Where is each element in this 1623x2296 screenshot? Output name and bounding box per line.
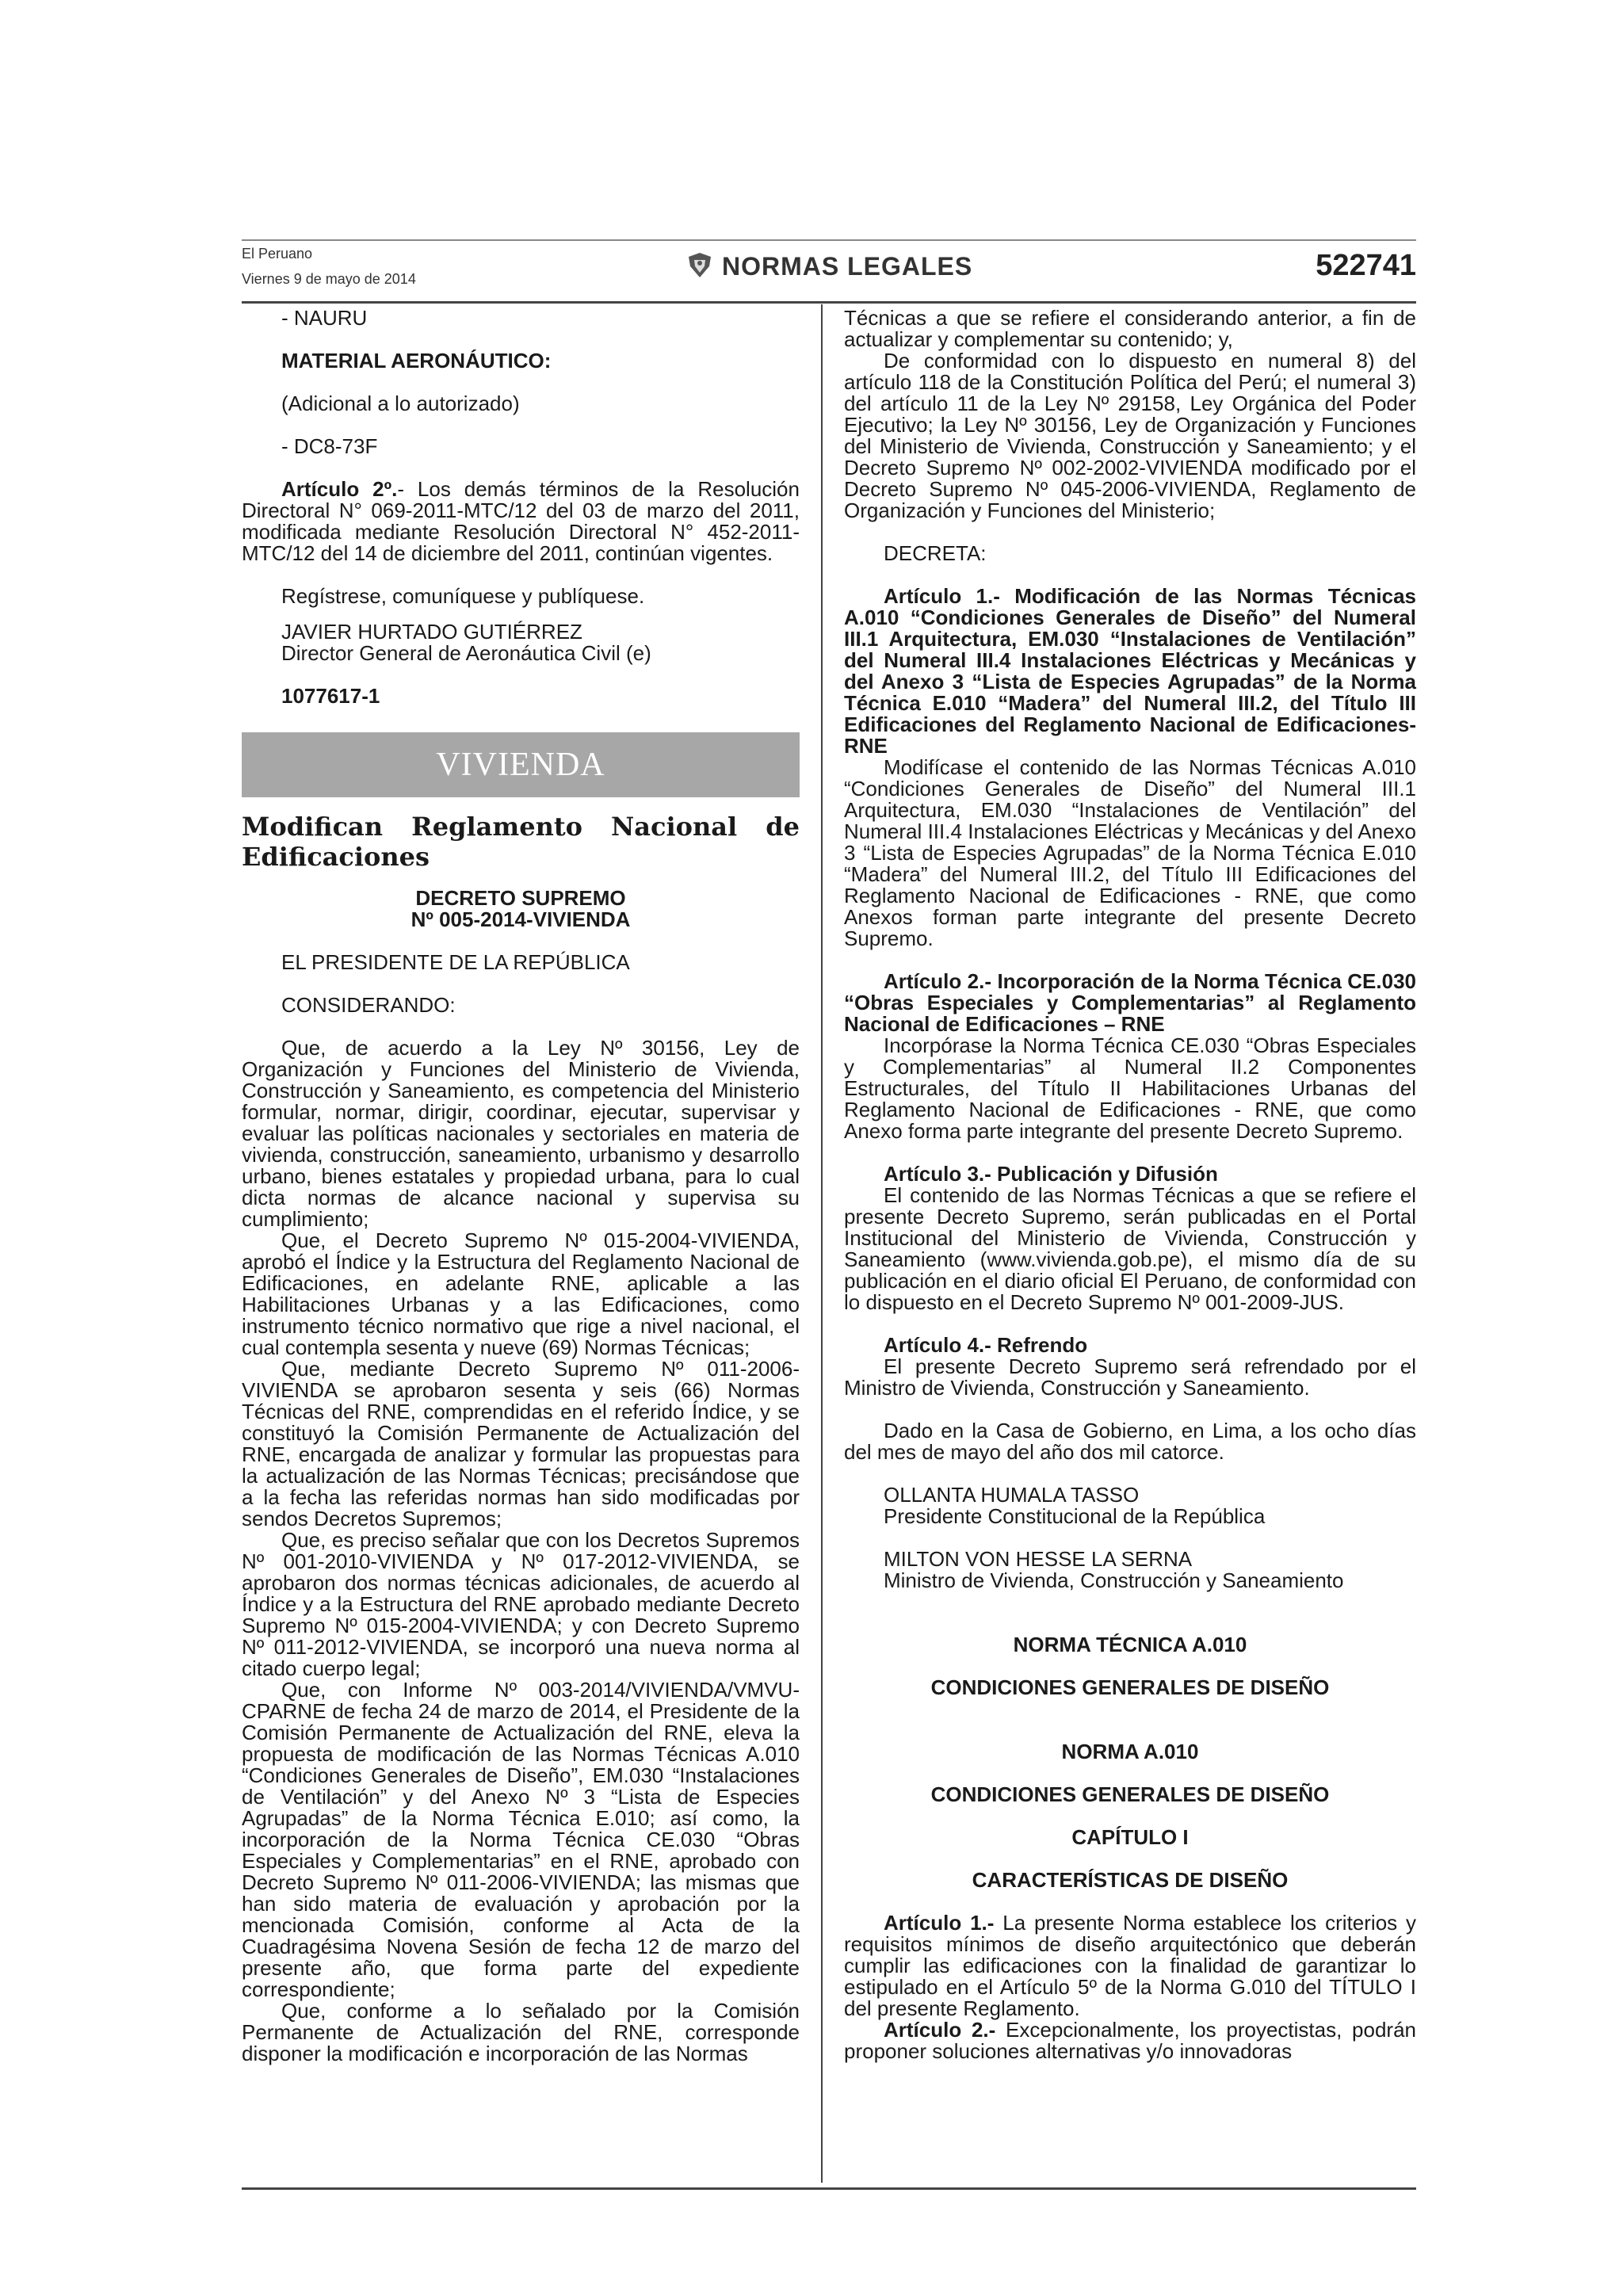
signature-block xyxy=(844,1484,1416,1527)
signer-title: Presidente Constitucional de la República xyxy=(884,1504,1266,1528)
decree-title: DECRETO SUPREMO xyxy=(415,886,626,910)
publication-date: Viernes 9 de mayo de 2014 xyxy=(242,271,416,287)
article-title: Artículo 1.- Modificación de las Normas Técnicas A.010 “Condiciones Generales de Diseño” del Numeral III.1 Arquitectura, EM.030 “Instalaciones de Ventilación” del Numeral III.4 Instalaciones Eléctricas y Mecánicas y del Anexo 3 “Lista de Especies Agrupadas” de la Norma Técnica E.010 “Madera” del Numeral III.2, del Título III Edificaciones del Reglamento Nacional de Edificaciones-RNE xyxy=(844,584,1416,758)
publication-code: 1077617-1 xyxy=(281,684,380,708)
paragraph: Que, el Decreto Supremo Nº 015-2004-VIVIENDA, aprobó el Índice y la Estructura del Reglamento Nacional de Edificaciones, en adelante RNE, aplicable a las Habilitaciones Urbanas y a las Edificaciones, como instrumento técnico normativo que rige a nivel nacional, el cual contempla sesenta y nueve (69) Normas Técnicas; xyxy=(242,1228,800,1359)
signature-block xyxy=(242,621,800,664)
section-brand xyxy=(685,249,972,284)
article-label: Artículo 1.- xyxy=(884,1911,995,1935)
newspaper-name: El Peruano xyxy=(242,246,313,262)
closing-formula: Regístrese, comuníquese y publíquese. xyxy=(281,584,645,608)
signer-name: JAVIER HURTADO GUTIÉRREZ xyxy=(281,620,582,644)
norma-article xyxy=(844,1912,1416,2019)
article-text: La presente Norma establece los criterios y requisitos mínimos de diseño arquitectónico que deberán cumplir las edificaciones con la finalidad de garantizar lo estipulado en el Artículo 5º de la Norma G.010 del TÍTULO I del presente Reglamento. xyxy=(844,1911,1416,2020)
list-item: - DC8-73F xyxy=(281,434,378,458)
article-text: - Los demás términos de la Resolución Directoral N° 069-2011-MTC/12 del 03 de marzo del 2011, modificada mediante Resolución Directoral N° 452-2011-MTC/12 del 14 de diciembre del 2011, continúan vigentes. xyxy=(242,477,800,565)
section-banner xyxy=(242,732,800,797)
article-2 xyxy=(844,971,1416,1142)
signer-title: Ministro de Vivienda, Construcción y Saneamiento xyxy=(884,1568,1344,1592)
article-3 xyxy=(844,1163,1416,1313)
article-4 xyxy=(844,1335,1416,1399)
page-number: 522741 xyxy=(1316,249,1416,282)
norma-subheading: CONDICIONES GENERALES DE DISEÑO xyxy=(930,1675,1330,1699)
paragraph: De conformidad con lo dispuesto en numeral 8) del artículo 118 de la Constitución Política del Perú; el numeral 3) del artículo 11 de la Ley Nº 29158, Ley Orgánica del Poder Ejecutivo; la Ley Nº 30156, Ley de Organización y Funciones del Ministerio de Vivienda, Construcción y Saneamiento; y el Decreto Supremo Nº 002-2002-VIVIENDA modificado por el Decreto Supremo Nº 045-2006-VIVIENDA, Reglamento de Organización y Funciones del Ministerio; xyxy=(844,349,1416,522)
article-text: El contenido de las Normas Técnicas a que se refiere el presente Decreto Supremo, serán publicadas en el Portal Institucional del Ministerio de Vivienda, Construcción y Saneamiento (www.vivienda.gob.pe), el mismo día de su publicación en el diario oficial El Peruano, de conformidad con lo dispuesto en el Decreto Supremo Nº 001-2009-JUS. xyxy=(844,1183,1416,1314)
left-column xyxy=(242,308,800,2065)
signer-name: MILTON VON HESSE LA SERNA xyxy=(884,1547,1193,1571)
considerando-body xyxy=(242,1037,800,2065)
decreta-heading: DECRETA: xyxy=(884,541,987,565)
article-text: Excepcionalmente, los proyectistas, podrán proponer soluciones alternativas y/o innovadoras xyxy=(844,2018,1416,2063)
header-top-rule xyxy=(242,239,1416,241)
paragraph: Que, es preciso señalar que con los Decretos Supremos Nº 001-2010-VIVIENDA y Nº 017-2012-VIVIENDA, se aprobaron dos normas técnicas adicionales, de acuerdo al Índice y a la Estructura del RNE aprobado mediante Decreto Supremo Nº 015-2004-VIVIENDA; y con Decreto Supremo Nº 011-2012-VIVIENDA, se incorporó una nueva norma al citado cuerpo legal; xyxy=(242,1528,800,1680)
article-1 xyxy=(844,586,1416,949)
column-divider xyxy=(821,304,823,2183)
considerando-heading: CONSIDERANDO: xyxy=(281,993,456,1017)
footer-rule xyxy=(242,2187,1416,2190)
article-title: Artículo 3.- Publicación y Difusión xyxy=(884,1162,1218,1186)
chapter-heading: CAPÍTULO I xyxy=(1071,1825,1189,1849)
brand-title: NORMAS LEGALES xyxy=(722,251,973,281)
decree-number: Nº 005-2014-VIVIENDA xyxy=(411,907,631,931)
norma-heading: NORMA TÉCNICA A.010 xyxy=(1013,1633,1247,1656)
right-column xyxy=(844,308,1416,2062)
signer-name: OLLANTA HUMALA TASSO xyxy=(884,1483,1140,1507)
paragraph: Que, mediante Decreto Supremo Nº 011-2006-VIVIENDA se aprobaron sesenta y seis (66) Normas Técnicas del RNE, comprendidas en el referido Índice, y se constituyó la Comisión Permanente de Actualización del RNE, encargada de analizar y formular las propuestas para la actualización de las Normas Técnicas; precisándose que a la fecha las referidas normas han sido modificadas por sendos Decretos Supremos; xyxy=(242,1357,800,1530)
paragraph: Que, conforme a lo señalado por la Comisión Permanente de Actualización del RNE, corresponde disponer la modificación e incorporación de las Normas xyxy=(242,1999,800,2065)
coat-of-arms-icon xyxy=(685,250,714,283)
page-header xyxy=(242,238,1416,304)
norma-subheading: CONDICIONES GENERALES DE DISEÑO xyxy=(930,1782,1330,1806)
article-text: Modifícase el contenido de las Normas Técnicas A.010 “Condiciones Generales de Diseño” del Numeral III.1 Arquitectura, EM.030 “Instalaciones de Ventilación” del Numeral III.4 Instalaciones Eléctricas y Mecánicas y del Anexo 3 “Lista de Especies Agrupadas” de la Norma Técnica E.010 “Madera” del Numeral III.2, del Título III Edificaciones del Reglamento Nacional de Edificaciones - RNE, que como Anexos forman parte integrante del presente Decreto Supremo. xyxy=(844,755,1416,950)
norma-article xyxy=(844,2019,1416,2062)
article-headline: Modifican Reglamento Nacional de Edificaciones xyxy=(242,812,800,872)
article-title: Artículo 4.- Refrendo xyxy=(884,1333,1088,1357)
signature-block xyxy=(844,1549,1416,1591)
norma-heading: NORMA A.010 xyxy=(1061,1740,1199,1763)
article-paragraph xyxy=(242,479,800,564)
paragraph: Que, de acuerdo a la Ley Nº 30156, Ley de Organización y Funciones del Ministerio de Vivienda, Construcción y Saneamiento, es competencia del Ministerio formular, normar, dirigir, coordinar, ejecutar, supervisar y evaluar las políticas nacionales y sectoriales en materia de vivienda, construcción, saneamiento, urbanismo y desarrollo urbano, bienes estatales y propiedad urbana, para lo cual dicta normas de alcance nacional y supervisa su cumplimiento; xyxy=(242,1036,800,1231)
article-title: Artículo 2.- Incorporación de la Norma Técnica CE.030 “Obras Especiales y Complementarias” al Reglamento Nacional de Edificaciones – RNE xyxy=(844,969,1416,1036)
article-text: El presente Decreto Supremo será refrendado por el Ministro de Vivienda, Construcción y Saneamiento. xyxy=(844,1354,1416,1400)
paragraph: (Adicional a lo autorizado) xyxy=(281,392,520,415)
section-title: VIVIENDA xyxy=(436,746,605,783)
signer-title: Director General de Aeronáutica Civil (e) xyxy=(281,641,651,665)
dado-paragraph: Dado en la Casa de Gobierno, en Lima, a los ocho días del mes de mayo del año dos mil catorce. xyxy=(844,1419,1416,1464)
article-text: Incorpórase la Norma Técnica CE.030 “Obras Especiales y Complementarias” al Numeral II.2 Componentes Estructurales, del Título II Habilitaciones Urbanas del Reglamento Nacional de Edificaciones - RNE, que como Anexo forma parte integrante del presente Decreto Supremo. xyxy=(844,1033,1416,1143)
article-label: Artículo 2º. xyxy=(281,477,398,501)
article-label: Artículo 2.- xyxy=(884,2018,996,2042)
issuer: EL PRESIDENTE DE LA REPÚBLICA xyxy=(281,950,630,974)
paragraph: Que, con Informe Nº 003-2014/VIVIENDA/VMVU-CPARNE de fecha 24 de marzo de 2014, el Presidente de la Comisión Permanente de Actualización del RNE, eleva la propuesta de modificación de las Normas Técnicas A.010 “Condiciones Generales de Diseño”, EM.030 “Instalaciones de Ventilación” y del Anexo Nº 3 “Lista de Especies Agrupadas” de la Norma Técnica E.010; así como, la incorporación de la Norma Técnica CE.030 “Obras Especiales y Complementarias” en el RNE, aprobado con Decreto Supremo Nº 011-2006-VIVIENDA; las mismas que han sido materia de evaluación y aprobación por la mencionada Comisión, conforme al Acta de la Cuadragésima Novena Sesión de fecha 12 de marzo del presente año, que forma parte del expediente correspondiente; xyxy=(242,1678,800,2001)
chapter-title: CARACTERÍSTICAS DE DISEÑO xyxy=(972,1868,1289,1892)
list-item: - NAURU xyxy=(281,306,368,330)
newspaper-page xyxy=(242,238,1416,2187)
subheading: MATERIAL AERONÁUTICO: xyxy=(281,349,552,372)
paragraph: Técnicas a que se refiere el considerando anterior, a fin de actualizar y complementar su contenido; y, xyxy=(844,306,1416,351)
